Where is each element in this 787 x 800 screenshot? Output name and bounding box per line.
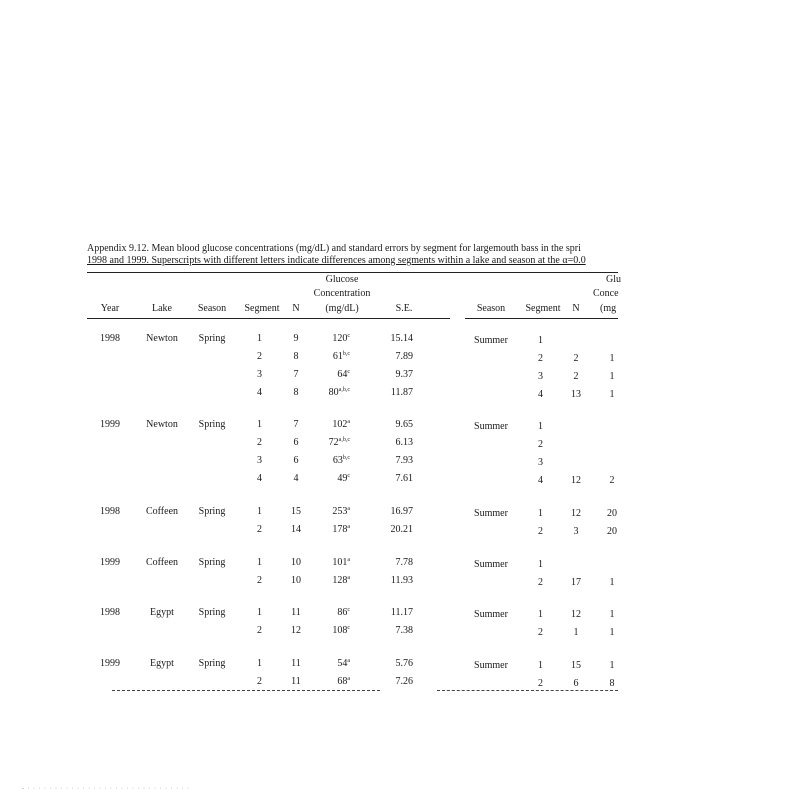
se-cell: 11.87 <box>390 387 413 398</box>
segment-cell: 1 <box>257 506 262 517</box>
season-cell: Spring <box>198 557 226 568</box>
glucose2-cell: 1 <box>609 660 615 671</box>
lake-cell: Newton <box>146 333 178 344</box>
se-cell: 7.78 <box>395 557 413 568</box>
glucose-cell <box>333 455 350 467</box>
season2-cell: Summer <box>474 335 508 346</box>
n-cell: 14 <box>291 524 301 535</box>
segment-cell: 4 <box>257 473 262 484</box>
se-cell: 9.65 <box>395 419 413 430</box>
header-n: N <box>292 303 300 314</box>
lake-cell: Egypt <box>150 607 174 618</box>
season2-cell: Summer <box>474 421 508 432</box>
year-cell: 1998 <box>100 333 120 344</box>
glucose2-cell: 1 <box>609 609 615 620</box>
header-bottom-rule-right <box>465 318 618 319</box>
glucose2-cell: 8 <box>609 678 615 689</box>
n2-cell: 12 <box>571 475 581 486</box>
table-caption <box>87 243 787 267</box>
segment2-cell: 2 <box>538 353 543 364</box>
segment2-cell: 1 <box>538 421 543 432</box>
glucose-value: 63 <box>332 455 343 466</box>
segment2-cell: 2 <box>538 526 543 537</box>
table-bottom-rule-right <box>437 690 618 691</box>
year-cell: 1998 <box>100 607 120 618</box>
season-cell: Spring <box>198 506 226 517</box>
n-cell: 11 <box>291 658 301 669</box>
header-bottom-rule-left <box>87 318 450 319</box>
n2-cell: 17 <box>571 577 581 588</box>
se-cell: 20.21 <box>390 524 413 535</box>
glucose-value: 54 <box>337 658 348 669</box>
segment2-cell: 4 <box>538 475 543 486</box>
header-season-2: Season <box>476 303 506 314</box>
segment-cell: 1 <box>257 333 262 344</box>
segment2-cell: 3 <box>538 371 543 382</box>
segment2-cell: 2 <box>538 439 543 450</box>
lake-cell: Newton <box>146 419 178 430</box>
header-glucose2-line-1: Glu <box>606 274 621 285</box>
n2-cell: 2 <box>573 353 579 364</box>
season-cell: Spring <box>198 419 226 430</box>
year-cell: 1999 <box>100 557 120 568</box>
glucose-superscript: a <box>347 506 350 512</box>
se-cell: 7.26 <box>395 676 413 687</box>
segment-cell: 1 <box>257 557 262 568</box>
glucose-superscript: c <box>347 333 350 339</box>
glucose-cell <box>332 419 350 431</box>
n-cell: 12 <box>291 625 301 636</box>
n-cell: 7 <box>293 419 299 430</box>
glucose-superscript: c <box>347 607 350 613</box>
header-glucose2-line-3: (mg <box>600 303 617 314</box>
se-cell: 11.93 <box>390 575 413 586</box>
segment-cell: 3 <box>257 369 262 380</box>
year-cell: 1999 <box>100 419 120 430</box>
lake-cell: Coffeen <box>145 506 179 517</box>
segment2-cell: 2 <box>538 678 543 689</box>
segment-cell: 2 <box>257 524 262 535</box>
glucose2-cell: 20 <box>607 526 617 537</box>
n2-cell: 15 <box>571 660 581 671</box>
se-cell: 16.97 <box>390 506 413 517</box>
glucose-value: 101 <box>332 557 348 568</box>
glucose-value: 253 <box>332 506 348 517</box>
glucose-superscript: a <box>347 658 350 664</box>
n-cell: 6 <box>293 437 299 448</box>
glucose2-cell: 1 <box>609 371 615 382</box>
glucose-cell <box>337 676 350 688</box>
n2-cell: 6 <box>573 678 579 689</box>
segment-cell: 3 <box>257 455 262 466</box>
header-segment: Segment <box>244 303 280 314</box>
season2-cell: Summer <box>474 609 508 620</box>
segment2-cell: 3 <box>538 457 543 468</box>
glucose-value: 80 <box>328 387 339 398</box>
segment-cell: 2 <box>257 575 262 586</box>
n2-cell: 3 <box>573 526 579 537</box>
scan-footer-noise: - · · · · · · · · · · · · · · · · · · · · · · · · · · · · · · <box>22 786 190 792</box>
n-cell: 15 <box>291 506 301 517</box>
n2-cell: 1 <box>573 627 579 638</box>
n2-cell: 13 <box>571 389 581 400</box>
n-cell: 7 <box>293 369 299 380</box>
year-cell: 1998 <box>100 506 120 517</box>
glucose-superscript: a,b,c <box>338 437 350 443</box>
glucose-cell <box>329 387 350 399</box>
segment2-cell: 1 <box>538 559 543 570</box>
header-glucose-line-1: Glucose <box>325 274 359 285</box>
glucose-superscript: a <box>347 524 350 530</box>
se-cell: 6.13 <box>395 437 413 448</box>
segment2-cell: 4 <box>538 389 543 400</box>
n-cell: 9 <box>293 333 299 344</box>
glucose-superscript: a <box>347 575 350 581</box>
glucose2-cell: 2 <box>609 475 615 486</box>
glucose2-cell: 1 <box>609 577 615 588</box>
header-season: Season <box>197 303 227 314</box>
glucose-value: 61 <box>332 351 343 362</box>
season-cell: Spring <box>198 607 226 618</box>
glucose-value: 108 <box>332 625 348 636</box>
n2-cell: 12 <box>571 508 581 519</box>
glucose-cell <box>337 473 350 485</box>
lake-cell: Egypt <box>150 658 174 669</box>
segment-cell: 2 <box>257 676 262 687</box>
header-glucose2-line-2: Conce <box>593 288 619 299</box>
glucose-superscript: a,b,c <box>338 387 350 393</box>
caption-line-1: Appendix 9.12. Mean blood glucose concentrations (mg/dL) and standard errors by segment for largemouth bass in the spri <box>87 243 581 254</box>
season2-cell: Summer <box>474 508 508 519</box>
n-cell: 11 <box>291 607 301 618</box>
table-bottom-rule-left <box>112 690 380 691</box>
glucose-value: 102 <box>332 419 348 430</box>
n-cell: 6 <box>293 455 299 466</box>
segment-cell: 1 <box>257 419 262 430</box>
season2-cell: Summer <box>474 559 508 570</box>
glucose-cell <box>329 437 350 449</box>
glucose-value: 120 <box>332 333 348 344</box>
segment2-cell: 1 <box>538 609 543 620</box>
glucose-cell <box>337 658 350 670</box>
season-cell: Spring <box>198 333 226 344</box>
glucose-cell <box>332 333 350 345</box>
header-year: Year <box>100 303 120 314</box>
n-cell: 4 <box>293 473 299 484</box>
glucose2-cell: 20 <box>607 508 617 519</box>
glucose2-cell: 1 <box>609 627 615 638</box>
se-cell: 7.89 <box>395 351 413 362</box>
se-cell: 7.38 <box>395 625 413 636</box>
segment-cell: 1 <box>257 607 262 618</box>
segment-cell: 2 <box>257 351 262 362</box>
segment-cell: 2 <box>257 625 262 636</box>
glucose-value: 64 <box>337 369 348 380</box>
glucose-value: 68 <box>337 676 348 687</box>
glucose-value: 128 <box>332 575 348 586</box>
glucose-superscript: c <box>347 625 350 631</box>
se-cell: 5.76 <box>395 658 413 669</box>
glucose-cell <box>333 351 350 363</box>
glucose-cell <box>337 369 350 381</box>
glucose2-cell: 1 <box>609 389 615 400</box>
glucose2-cell: 1 <box>609 353 615 364</box>
year-cell: 1999 <box>100 658 120 669</box>
n-cell: 10 <box>291 557 301 568</box>
glucose-cell <box>332 524 350 536</box>
glucose-superscript: b,c <box>342 351 350 357</box>
header-lake: Lake <box>152 303 172 314</box>
segment-cell: 2 <box>257 437 262 448</box>
glucose-cell <box>337 607 350 619</box>
n2-cell: 12 <box>571 609 581 620</box>
se-cell: 15.14 <box>390 333 413 344</box>
segment2-cell: 2 <box>538 627 543 638</box>
segment2-cell: 1 <box>538 508 543 519</box>
caption-line-2: 1998 and 1999. Superscripts with different letters indicate differences among segments within a lake and season at the α=0.0 <box>87 255 586 266</box>
n-cell: 8 <box>293 387 299 398</box>
se-cell: 7.93 <box>395 455 413 466</box>
glucose-cell <box>332 575 350 587</box>
segment2-cell: 2 <box>538 577 543 588</box>
header-glucose-line-2: Concentration <box>313 288 371 299</box>
segment2-cell: 1 <box>538 660 543 671</box>
segment2-cell: 1 <box>538 335 543 346</box>
season2-cell: Summer <box>474 660 508 671</box>
n-cell: 11 <box>291 676 301 687</box>
se-cell: 7.61 <box>395 473 413 484</box>
glucose-superscript: a <box>347 557 350 563</box>
n-cell: 8 <box>293 351 299 362</box>
glucose-value: 49 <box>337 473 348 484</box>
header-se: S.E. <box>395 303 413 314</box>
glucose-cell <box>332 625 350 637</box>
glucose-value: 178 <box>332 524 348 535</box>
segment-cell: 1 <box>257 658 262 669</box>
glucose-value: 86 <box>337 607 348 618</box>
glucose-superscript: b,c <box>342 455 350 461</box>
glucose-cell <box>332 557 350 569</box>
segment-cell: 4 <box>257 387 262 398</box>
header-top-rule <box>87 272 618 273</box>
season-cell: Spring <box>198 658 226 669</box>
lake-cell: Coffeen <box>145 557 179 568</box>
n2-cell: 2 <box>573 371 579 382</box>
n-cell: 10 <box>291 575 301 586</box>
header-n-2: N <box>572 303 580 314</box>
glucose-superscript: c <box>347 473 350 479</box>
se-cell: 9.37 <box>395 369 413 380</box>
glucose-superscript: c <box>347 369 350 375</box>
glucose-superscript: a <box>347 676 350 682</box>
header-segment-2: Segment <box>525 303 561 314</box>
glucose-superscript: a <box>347 419 350 425</box>
se-cell: 11.17 <box>390 607 413 618</box>
glucose-value: 72 <box>328 437 339 448</box>
header-glucose-line-3: (mg/dL) <box>325 303 359 314</box>
glucose-cell <box>332 506 350 518</box>
